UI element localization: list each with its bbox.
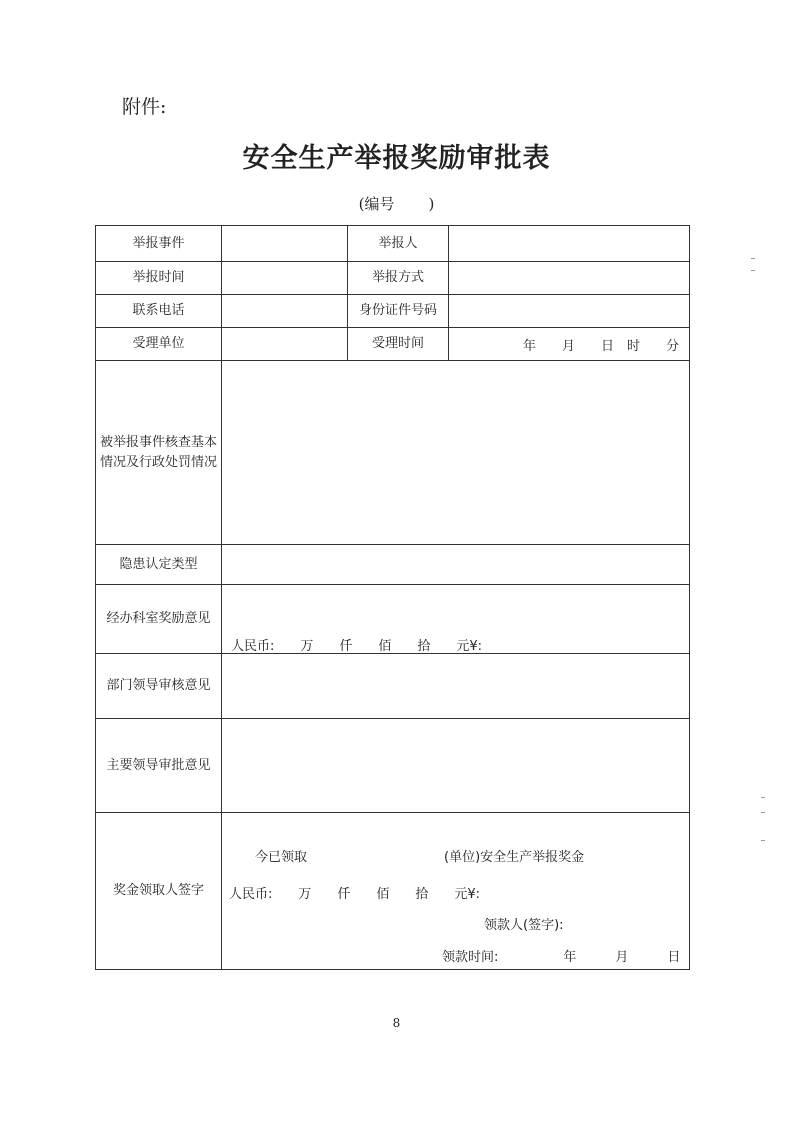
reporter-label: 举报人 bbox=[348, 226, 449, 262]
id-number-field[interactable] bbox=[449, 295, 690, 328]
dept-leader-label: 部门领导审核意见 bbox=[96, 654, 222, 719]
scan-mark bbox=[761, 797, 765, 798]
form-title: 安全生产举报奖励审批表 bbox=[242, 143, 551, 174]
page-number: 8 bbox=[392, 1016, 401, 1030]
table-row bbox=[96, 654, 690, 719]
serial-number-line bbox=[0, 193, 793, 214]
verification-field[interactable] bbox=[222, 361, 690, 545]
received-text: 今已领取 bbox=[255, 850, 308, 865]
table-row bbox=[96, 585, 690, 654]
id-number-label: 身份证件号码 bbox=[348, 295, 449, 328]
scan-mark bbox=[761, 840, 765, 841]
table-row bbox=[96, 545, 690, 585]
phone-field[interactable] bbox=[222, 295, 348, 328]
dept-amount-line: 人民币: 万 仟 佰 拾 元¥: bbox=[231, 639, 483, 654]
table-row bbox=[96, 262, 690, 295]
acceptance-time-field[interactable]: 年 月 日 时 分 bbox=[449, 328, 690, 361]
acceptance-time-label: 受理时间 bbox=[348, 328, 449, 361]
phone-label: 联系电话 bbox=[96, 295, 222, 328]
scan-mark bbox=[751, 258, 755, 259]
table-row bbox=[96, 813, 690, 970]
attachment-label: 附件: bbox=[122, 96, 167, 118]
hazard-type-field[interactable] bbox=[222, 545, 690, 585]
dept-opinion-field[interactable] bbox=[222, 585, 690, 654]
accepting-unit-field[interactable] bbox=[222, 328, 348, 361]
table-row bbox=[96, 361, 690, 545]
reporter-field[interactable] bbox=[449, 226, 690, 262]
report-event-field[interactable] bbox=[222, 226, 348, 262]
main-leader-label: 主要领导审批意见 bbox=[96, 719, 222, 813]
report-time-label: 举报时间 bbox=[96, 262, 222, 295]
payment-time-line: 领款时间: 年 月 日 bbox=[442, 950, 681, 965]
signature-amount-line: 人民币: 万 仟 佰 拾 元¥: bbox=[229, 887, 481, 902]
hazard-type-label: 隐患认定类型 bbox=[96, 545, 222, 585]
scan-mark bbox=[751, 270, 755, 271]
serial-number-close: ) bbox=[428, 195, 435, 213]
accepting-unit-label: 受理单位 bbox=[96, 328, 222, 361]
table-row bbox=[96, 226, 690, 262]
signature-field[interactable] bbox=[222, 813, 690, 970]
table-row bbox=[96, 719, 690, 813]
scan-mark bbox=[761, 812, 765, 813]
dept-opinion-label: 经办科室奖励意见 bbox=[96, 585, 222, 654]
dept-leader-field[interactable] bbox=[222, 654, 690, 719]
approval-form-table bbox=[95, 225, 690, 970]
unit-fund-text: (单位)安全生产举报奖金 bbox=[444, 850, 585, 865]
signature-label: 奖金领取人签字 bbox=[96, 813, 222, 970]
report-method-field[interactable] bbox=[449, 262, 690, 295]
report-event-label: 举报事件 bbox=[96, 226, 222, 262]
table-row bbox=[96, 328, 690, 361]
verification-label: 被举报事件核查基本情况及行政处罚情况 bbox=[96, 361, 222, 545]
report-time-field[interactable] bbox=[222, 262, 348, 295]
payee-signature-line: 领款人(签字): bbox=[484, 918, 564, 933]
report-method-label: 举报方式 bbox=[348, 262, 449, 295]
main-leader-field[interactable] bbox=[222, 719, 690, 813]
table-row bbox=[96, 295, 690, 328]
serial-number-open: (编号 bbox=[358, 195, 395, 213]
